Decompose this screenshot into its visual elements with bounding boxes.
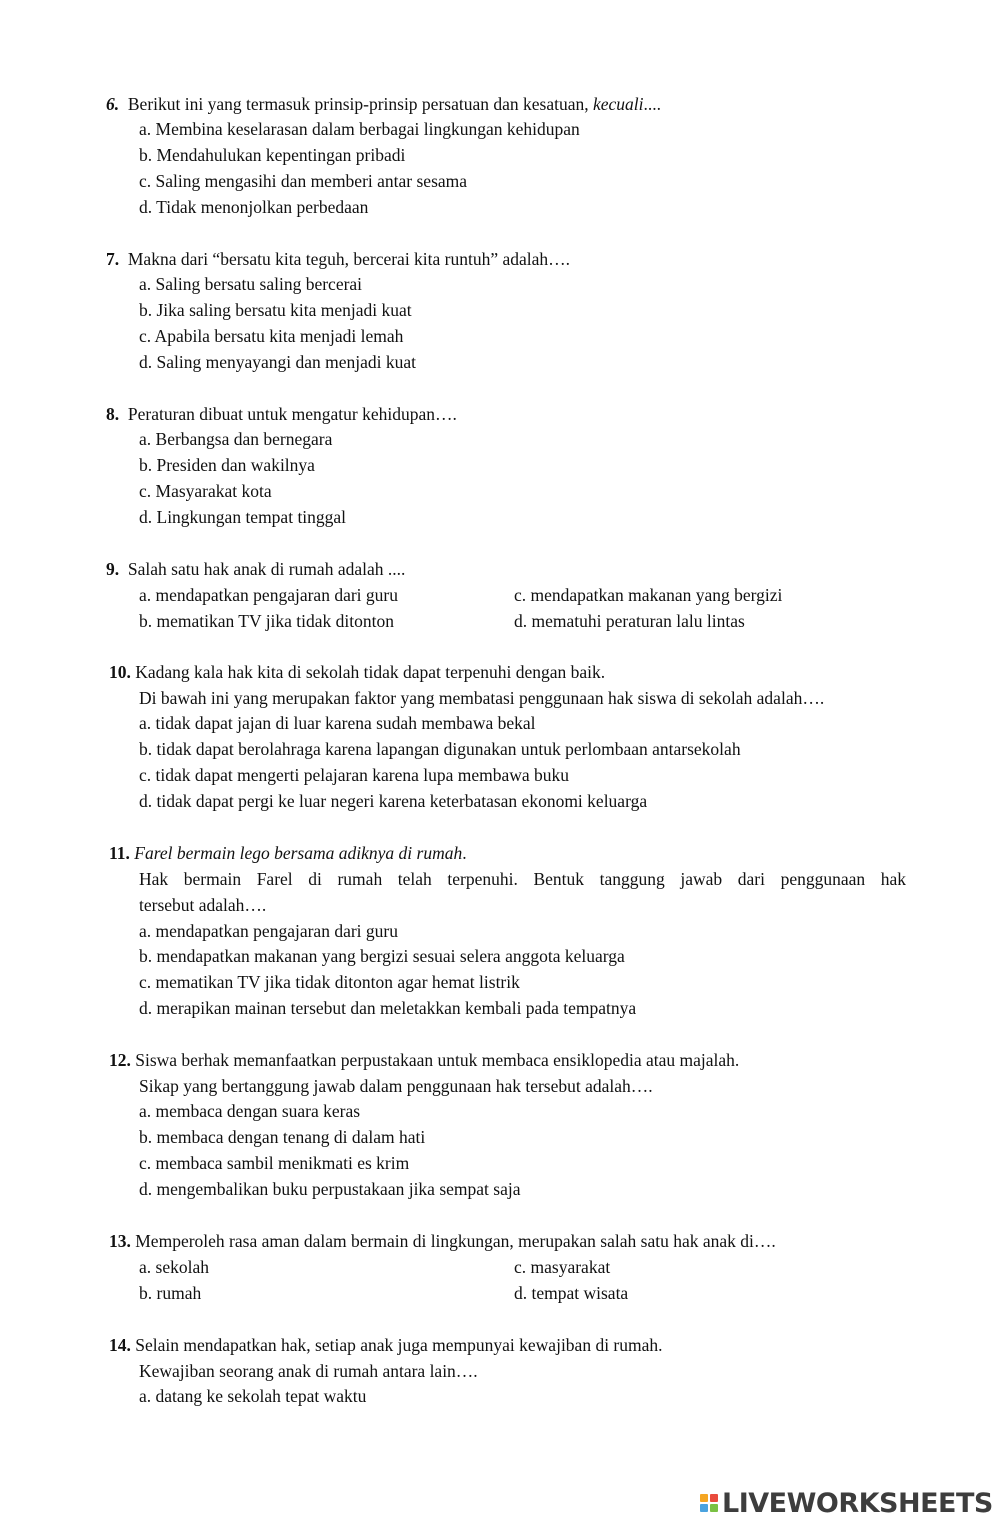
option-a[interactable]: a. mendapatkan pengajaran dari guru (139, 921, 398, 941)
option-d[interactable]: d. tidak dapat pergi ke luar negeri karena keterbatasan ekonomi keluarga (139, 791, 648, 811)
option-a[interactable]: a. sekolah (139, 1257, 209, 1277)
option-b[interactable]: b. mendapatkan makanan yang bergizi sesuai selera anggota keluarga (139, 946, 625, 966)
option-a[interactable]: a. datang ke sekolah tepat waktu (139, 1386, 367, 1406)
question-number: 13. (109, 1231, 131, 1251)
question-number: 9. (106, 559, 120, 579)
option-d[interactable]: d. tempat wisata (514, 1283, 629, 1303)
option-d[interactable]: d. Saling menyayangi dan menjadi kuat (139, 352, 417, 372)
option-b[interactable]: b. membaca dengan tenang di dalam hati (139, 1127, 426, 1147)
option-d[interactable]: d. Lingkungan tempat tinggal (139, 507, 347, 527)
question-stem: Berikut ini yang termasuk prinsip-prinsip persatuan dan kesatuan, (127, 94, 593, 114)
option-a[interactable]: a. membaca dengan suara keras (139, 1101, 361, 1121)
question-stem-emphasis: kecuali (592, 94, 644, 114)
question-stem: Makna dari “bersatu kita teguh, bercerai kita runtuh” adalah…. (127, 249, 571, 269)
option-b[interactable]: b. Jika saling bersatu kita menjadi kuat (139, 300, 412, 320)
question-stem-line-2: Hak bermain Farel di rumah telah terpenuhi. Bentuk tanggung jawab dari penggunaan hak (139, 869, 906, 889)
option-c[interactable]: c. mematikan TV jika tidak ditonton agar hemat listrik (139, 972, 520, 992)
question-number: 12. (109, 1050, 131, 1070)
question-stem-line-2: Di bawah ini yang merupakan faktor yang membatasi penggunaan hak siswa di sekolah adalah…. (139, 688, 825, 708)
question-stem: Memperoleh rasa aman dalam bermain di lingkungan, merupakan salah satu hak anak di…. (135, 1231, 776, 1251)
question-stem-line-2: Kewajiban seorang anak di rumah antara lain…. (139, 1361, 478, 1381)
option-b[interactable]: b. tidak dapat berolahraga karena lapangan digunakan untuk perlombaan antarsekolah (139, 739, 741, 759)
option-d[interactable]: d. merapikan mainan tersebut dan meletakkan kembali pada tempatnya (139, 998, 637, 1018)
liveworksheets-logo-icon (700, 1494, 718, 1512)
liveworksheets-logo (700, 1487, 996, 1519)
option-b[interactable]: b. Presiden dan wakilnya (139, 455, 315, 475)
option-a[interactable]: a. mendapatkan pengajaran dari guru (139, 585, 398, 605)
option-a[interactable]: a. Membina keselarasan dalam berbagai lingkungan kehidupan (139, 119, 580, 139)
option-a[interactable]: a. tidak dapat jajan di luar karena sudah membawa bekal (139, 713, 536, 733)
option-b[interactable]: b. rumah (139, 1283, 202, 1303)
question-10 (109, 661, 605, 683)
logo-square-2 (710, 1494, 718, 1502)
option-b[interactable]: b. mematikan TV jika tidak ditonton (139, 611, 395, 631)
option-d[interactable]: d. mematuhi peraturan lalu lintas (514, 611, 745, 631)
question-stem-end: . (462, 843, 467, 863)
question-stem-end: .... (643, 94, 662, 114)
question-stem: Selain mendapatkan hak, setiap anak juga mempunyai kewajiban di rumah. (135, 1335, 663, 1355)
logo-square-1 (700, 1494, 708, 1502)
option-d[interactable]: d. mengembalikan buku perpustakaan jika sempat saja (139, 1179, 521, 1199)
option-c[interactable]: c. Masyarakat kota (139, 481, 272, 501)
question-9 (106, 558, 405, 580)
option-a[interactable]: a. Berbangsa dan bernegara (139, 429, 333, 449)
question-6 (106, 93, 661, 115)
option-c[interactable]: c. masyarakat (514, 1257, 611, 1277)
question-number: 8. (106, 404, 120, 424)
question-12 (109, 1049, 739, 1071)
question-number: 10. (109, 662, 131, 682)
question-13 (109, 1230, 776, 1252)
question-14 (109, 1334, 663, 1356)
logo-square-3 (700, 1504, 708, 1512)
option-a[interactable]: a. Saling bersatu saling bercerai (139, 274, 363, 294)
question-stem: Peraturan dibuat untuk mengatur kehidupan…. (127, 404, 457, 424)
question-7 (106, 248, 570, 270)
question-stem-line-2: Sikap yang bertanggung jawab dalam penggunaan hak tersebut adalah…. (139, 1076, 653, 1096)
question-stem: Kadang kala hak kita di sekolah tidak dapat terpenuhi dengan baik. (135, 662, 606, 682)
question-11 (109, 842, 467, 864)
option-d[interactable]: d. Tidak menonjolkan perbedaan (139, 197, 369, 217)
question-number: 6. (106, 94, 120, 114)
question-stem-emphasis: Farel bermain lego bersama adiknya di rumah (134, 843, 463, 863)
question-8 (106, 403, 457, 425)
question-stem: Salah satu hak anak di rumah adalah .... (127, 559, 406, 579)
logo-text: LIVEWORKSHEETS (722, 1487, 993, 1519)
logo-square-4 (710, 1504, 718, 1512)
question-stem-line-3: tersebut adalah…. (139, 895, 267, 915)
question-stem: Siswa berhak memanfaatkan perpustakaan untuk membaca ensiklopedia atau majalah. (135, 1050, 740, 1070)
question-number: 14. (109, 1335, 131, 1355)
option-c[interactable]: c. membaca sambil menikmati es krim (139, 1153, 410, 1173)
question-number: 11. (109, 843, 130, 863)
question-number: 7. (106, 249, 120, 269)
option-c[interactable]: c. mendapatkan makanan yang bergizi (514, 585, 783, 605)
option-c[interactable]: c. Saling mengasihi dan memberi antar sesama (139, 171, 468, 191)
option-c[interactable]: c. tidak dapat mengerti pelajaran karena lupa membawa buku (139, 765, 570, 785)
option-b[interactable]: b. Mendahulukan kepentingan pribadi (139, 145, 406, 165)
option-c[interactable]: c. Apabila bersatu kita menjadi lemah (139, 326, 404, 346)
